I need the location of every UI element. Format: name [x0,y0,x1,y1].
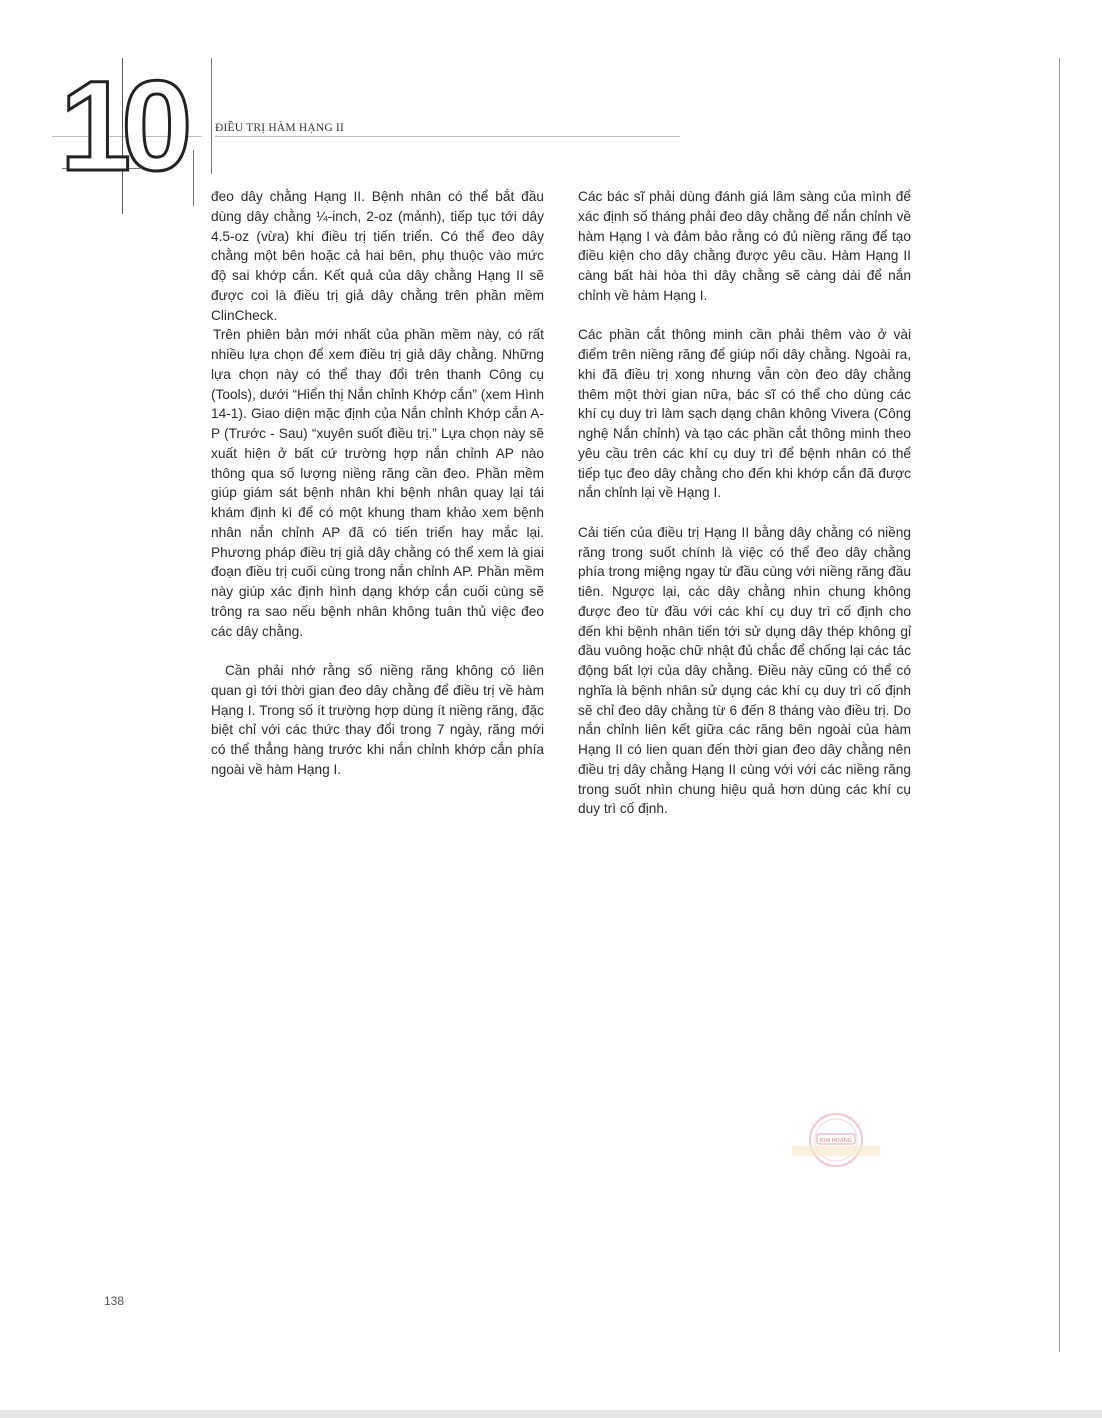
right-column [578,187,911,819]
right-margin-rule [1059,58,1060,1352]
chapter-number [60,55,210,198]
chapter-number-graphic [60,55,210,198]
paragraph: Cải tiến của điều trị Hạng II bằng dây chằng có niềng răng trong suốt chính là việc có thể đeo dây chằng phía trong miệng ngay từ đầu cùng với niềng răng đầu tiên. Ngược lại, các dây chằng nhìn chung không được đeo từ đầu với các khí cụ duy trì cố định cho đến khi bệnh nhân tiến tới sử dụng dây thép không gỉ đầu vuông hoặc chữ nhật đủ chắc để chống lại các tác động bất lợi của dây chằng. Điều này cũng có thể có nghĩa là bệnh nhân sử dụng các khí cụ duy trì cố định sẽ chỉ đeo dây chằng từ 6 đến 8 tháng vào điều trị. Do nắn chỉnh liên kết giữa các răng bên ngoài của hàm Hạng II có lien quan đến thời gian đeo dây chằng nên điều trị dây chằng Hạng II cùng với với các niềng răng trong suốt nhìn chung hiệu quả hơn dùng các khí cụ duy trì cố định. [578,524,911,817]
paragraph: Trên phiên bản mới nhất của phần mềm này, có rất nhiều lựa chọn để xem điều trị giả dây chằng. Những lựa chọn này có thể thay đổi trên thanh Công cụ (Tools), dưới “Hiển thị Nắn chỉnh Khớp cắn” (xem Hình 14-1). Giao diện mặc định của Nắn chỉnh Khớp cắn A-P (Trước - Sau) “xuyên suốt điều trị.” Lựa chọn này sẽ xuất hiện ở bất cứ trường hợp nắn chỉnh AP nào thông qua số lượng niềng răng cần đeo. Phần mềm giúp giám sát bệnh nhân khi bệnh nhân quay lại tái khám định kì để có một khung tham khảo xem bệnh nhân nắn chỉnh AP đã có tiến triển hay mắc lại. Phương pháp điều trị giả dây chằng có thể xem là giai đoạn điều trị cuối cùng trong nắn chỉnh AP. Phần mềm này giúp xác định hình dạng khớp cắn cuối cùng sẽ trông ra sao nếu bệnh nhân không tuân thủ việc đeo các dây chằng. [211,327,544,639]
chapter-number-text: 10 [60,55,183,198]
page-bottom-band [0,1410,1102,1418]
paragraph: Các bác sĩ phải dùng đánh giá lâm sàng của mình để xác định số tháng phải đeo dây chằng để nắn chỉnh về hàm Hạng I và đảm bảo rằng có đủ niềng răng để tạo điều kiện cho dây chằng được yêu cầu. Hàm Hạng II càng bất hài hòa thì dây chằng sẽ càng dài để nắn chỉnh về hàm Hạng I. [578,189,911,303]
left-column [211,187,544,780]
chapter-title: ĐIỀU TRỊ HÀM HẠNG II [215,122,344,134]
watermark-stamp [790,1106,882,1174]
stamp-text: KIM HOÀNG [819,1138,853,1144]
paragraph: Các phần cắt thông minh cần phải thêm vào ở vài điểm trên niềng răng để giúp nối dây chằng. Ngoài ra, khi đã điều trị xong nhưng vẫn còn đeo dây chằng thêm một thời gian nữa, bác sĩ có thể cho dùng các khí cụ duy trì làm sạch dạng chân không Vivera (Công nghệ Nắn chỉnh) và tạo các phần cắt thông minh theo yêu cầu trên các khí cụ duy trì để bệnh nhân có thể tiếp tục đeo dây chằng cho đến khi khớp cắn đã được nắn chỉnh lại về Hạng I. [578,327,911,501]
paragraph: đeo dây chằng Hạng II. Bệnh nhân có thể bắt đầu dùng dây chằng ¼-inch, 2-oz (mảnh), tiếp tục tới dây 4.5-oz (vừa) khi điều trị tiến triển. Có thể đeo dây chằng một bên hoặc cả hai bên, phụ thuộc vào mức độ sai khớp cắn. Kết quả của dây chằng Hạng II sẽ được coi là điều trị giả dây chằng trên phần mềm ClinCheck. [211,189,544,323]
header-rule [215,136,680,137]
header-divider [211,58,212,174]
page-number: 138 [104,1294,125,1308]
paragraph: Cần phải nhớ rằng số niềng răng không có liên quan gì tới thời gian đeo dây chằng để điều trị về hàm Hạng I. Trong số ít trường hợp dùng ít niềng răng, đặc biệt chỉ với các thức thay đổi trong 7 ngày, răng mới có thể thẳng hàng trước khi nắn chỉnh khớp cắn phía ngoài về hàm Hạng I. [211,663,544,777]
